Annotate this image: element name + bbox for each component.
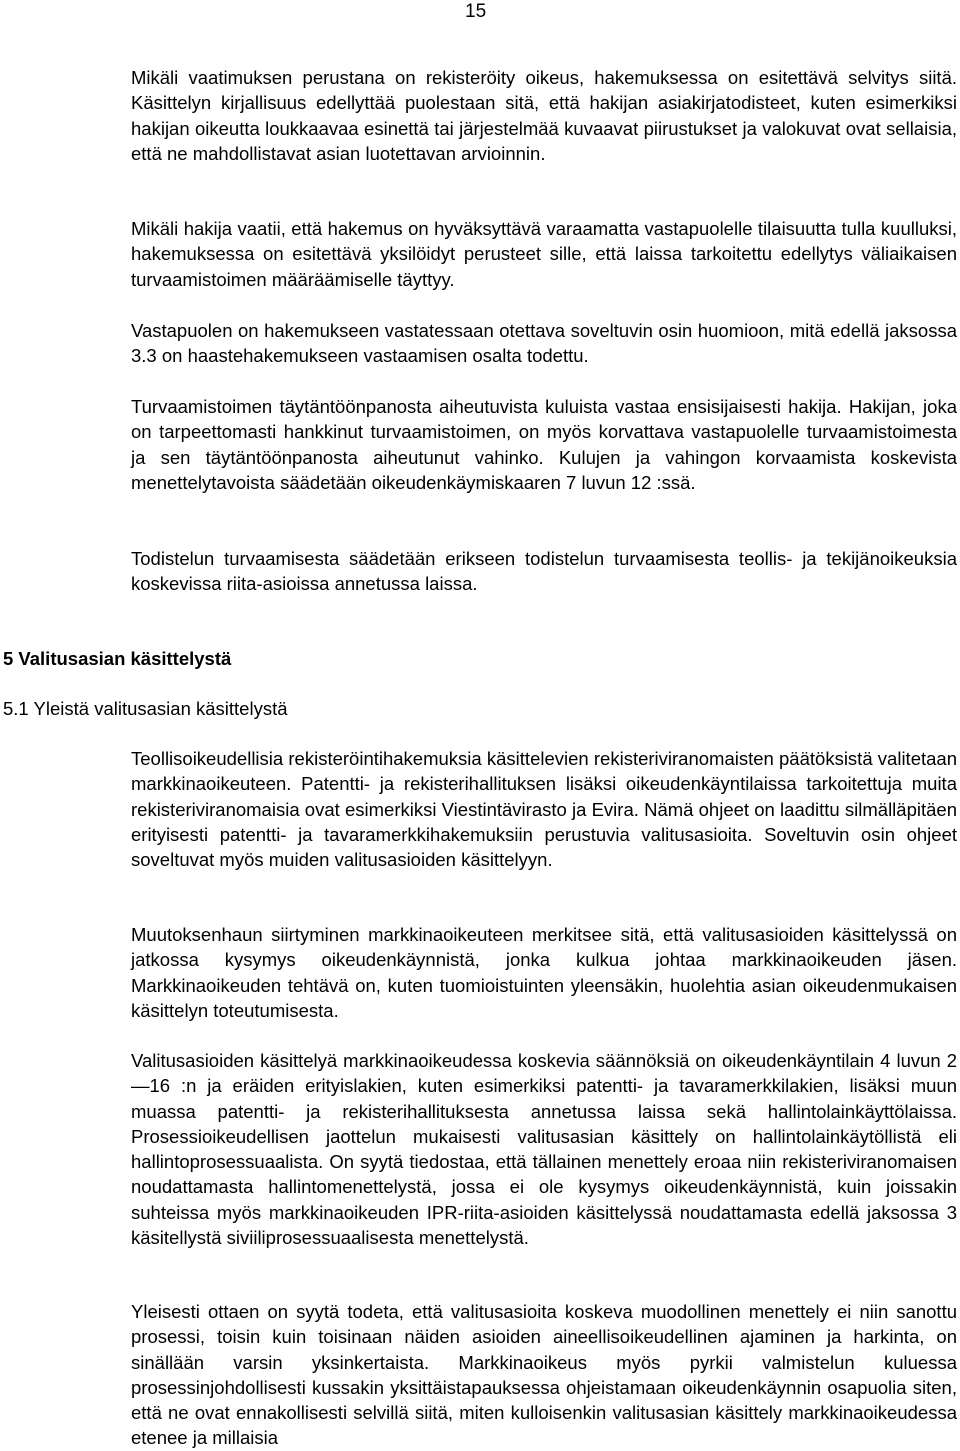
page-number: 15: [465, 1, 487, 22]
paragraph-costs: Turvaamistoimen täytäntöönpanosta aiheutuvista kuluista vastaa ensisijaisesti hakija. Hakijan, joka on tarpeettomasti hankkinut turvaamistoimen, on myös korvattava vastapuolelle turvaamistoimesta ja sen täytäntöönpanosta aiheutunut vahinko. Kulujen ja vahingon korvaamista koskevista menettelytavoista säädetään oikeudenkäymiskaaren 7 luvun 12 :ssä.: [131, 396, 957, 493]
paragraph-registration-appeals: Teollisoikeudellisia rekisteröintihakemuksia käsittelevien rekisteriviranomaisten päätöksistä valitetaan markkinaoikeuteen. Patentti- ja rekisterihallituksen lisäksi oikeudenkäyntilaissa tarkoitettuja muita rekisteriviranomaisia ovat esimerkiksi Viestintävirasto ja Evira. Nämä ohjeet on laadittu silmälläpitäen erityisesti patentti- ja tavaramerkkihakemuksiin perustuvia valitusasioita. Soveltuvin osin ohjeet soveltuvat myös muiden valitusasioiden käsittelyyn.: [131, 748, 957, 871]
paragraph-market-court-transfer: Muutoksenhaun siirtyminen markkinaoikeuteen merkitsee sitä, että valitusasioiden käsittelyssä on jatkossa kysymys oikeudenkäynnistä, jonka kulkua johtaa markkinaoikeuden jäsen. Markkinaoikeuden tehtävä on, kuten tuomioistuinten yleensäkin, huolehtia asian oikeudenmukaisen käsittelyn toteutumisesta.: [131, 924, 957, 1021]
paragraph-evidence-preservation: Todistelun turvaamisesta säädetään erikseen todistelun turvaamisesta teollis- ja tekijänoikeuksia koskevissa riita-asioissa annetussa laissa.: [131, 548, 957, 595]
paragraph-general-procedure: Yleisesti ottaen on syytä todeta, että valitusasioita koskeva muodollinen menettely ei niin sanottu prosessi, toisin kuin toisinaan näiden asioiden aineellisoikeudellinen ajaminen ja harkinta, on sinällään varsin yksinkertaista. Markkinaoikeus myös pyrkii valmistelun kuluessa prosessinjohdollisesti kussakin yksittäistapauksessa ohjeistamaan oikeudenkäynnin osapuolia siten, että ne ovat ennakollisesti selvillä siitä, miten kulloisenkin valitusasian käsittely markkinaoikeudessa etenee ja millaisia: [131, 1301, 957, 1449]
subsection-heading: 5.1 Yleistä valitusasian käsittelystä: [3, 698, 288, 719]
paragraph-without-hearing: Mikäli hakija vaatii, että hakemus on hyväksyttävä varaamatta vastapuolelle tilaisuutta tulla kuulluksi, hakemuksessa on esitettävä yksilöidyt perusteet sille, että laissa tarkoitettu edellytys väliaikaisen turvaamistoimen määräämiselle täyttyy.: [131, 218, 957, 290]
paragraph-respondent: Vastapuolen on hakemukseen vastatessaan otettava soveltuvin osin huomioon, mitä edellä jaksossa 3.3 on haastehakemukseen vastaamisen osalta todettu.: [131, 320, 957, 367]
section-heading: 5 Valitusasian käsittelystä: [3, 648, 232, 669]
paragraph-registered-right: Mikäli vaatimuksen perustana on rekisteröity oikeus, hakemuksessa on esitettävä selvitys siitä. Käsittelyn kirjallisuus edellyttää puolestaan sitä, että hakijan asiakirjatodisteet, kuten esimerkiksi hakijan oikeutta loukkaavaa esinettä tai järjestelmää kuvaavat piirustukset ja valokuvat ovat sellaisia, että ne mahdollistavat asian luotettavan arvioinnin.: [131, 67, 957, 164]
paragraph-provisions: Valitusasioiden käsittelyä markkinaoikeudessa koskevia säännöksiä on oikeudenkäyntilain 4 luvun 2—16 :n ja eräiden erityislakien, kuten esimerkiksi patentti- ja tavaramerkkilakien, lisäksi muun muassa patentti- ja rekisterihallituksesta annetussa laissa sekä hallintolainkäyttölaissa. Prosessioikeudellisen jaottelun mukaisesti valitusasian käsittely on hallintolainkäytöllistä eli hallintoprosessuaalista. On syytä tiedostaa, että tällainen menettely eroaa niin rekisteriviranomaisen noudattamasta hallintomenettelystä, jossa ei ole kysymys oikeudenkäynnistä, kuin joissakin suhteissa myös markkinaoikeuden IPR-riita-asioiden käsittelyssä noudattamasta edellä jaksossa 3 käsitellystä siviiliprosessuaalisesta menettelystä.: [131, 1050, 957, 1249]
